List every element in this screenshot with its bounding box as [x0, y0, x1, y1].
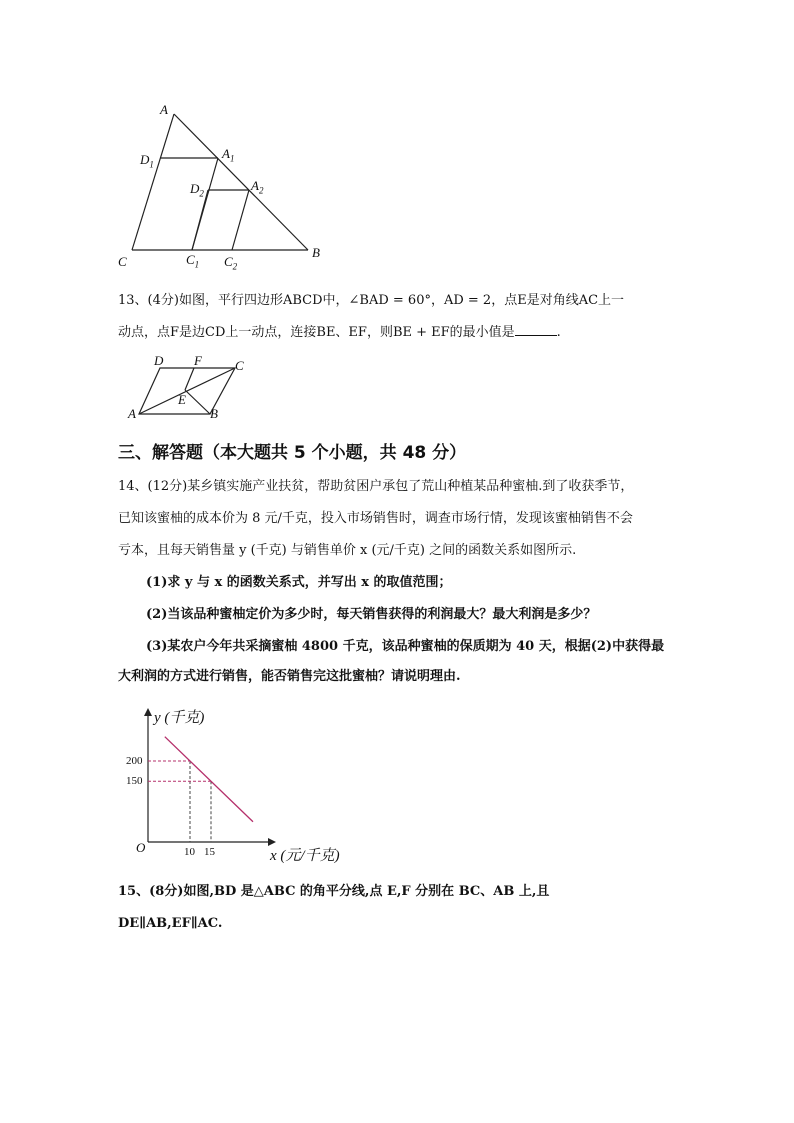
label-c: C: [235, 358, 244, 373]
label-c1: $C_1$: [186, 252, 200, 270]
label-d1: $D_1$: [140, 152, 154, 170]
q15-line-1: 15、(8分)如图,BD 是△ABC 的角平分线,点 E,F 分别在 BC、AB 上,且: [118, 884, 550, 899]
series-line: [165, 737, 253, 822]
q13-line-2-end: .: [556, 325, 561, 340]
q14-line-3: 亏本，且每天销售量 y (千克) 与销售单价 x (元/千克) 之间的函数关系如图所示.: [118, 543, 577, 558]
y-axis-label: y (千克): [154, 710, 205, 726]
label-a2: $A_2$: [251, 178, 264, 196]
q14-sub-3-line-2: 大利润的方式进行销售，能否销售完这批蜜柚？请说明理由.: [118, 669, 461, 684]
label-e: E: [178, 392, 186, 407]
q14-sub-1: (1)求 y 与 x 的函数关系式，并写出 x 的取值范围；: [146, 575, 452, 590]
label-f: F: [194, 353, 202, 368]
label-c: C: [118, 254, 127, 269]
section-title: 三、解答题（本大题共 5 个小题，共 48 分）: [118, 443, 467, 463]
q14-line-1: 14、(12分)某乡镇实施产业扶贫，帮助贫困户承包了荒山种植某品种蜜柚.到了收获季节，: [118, 479, 634, 494]
x-tick-15: 15: [204, 846, 215, 858]
label-d: D: [154, 353, 164, 368]
y-tick-150: 150: [126, 775, 143, 787]
q14-line-2: 已知该蜜柚的成本价为 8 元/千克，投入市场销售时，调查市场行情，发现该蜜柚销售不会: [118, 511, 633, 526]
q14-sub-3-line-1: (3)某农户今年共采摘蜜柚 4800 千克，该品种蜜柚的保质期为 40 天，根据(2)中获得最: [146, 639, 665, 654]
label-a: A: [160, 102, 168, 117]
label-d2: $D_2$: [190, 181, 204, 199]
q13-line-2-text: 动点，点F是边CD上一动点，连接BE、EF，则BE + EF的最小值是: [118, 325, 515, 340]
label-b: B: [312, 245, 320, 260]
y-tick-200: 200: [126, 755, 143, 767]
label-a1: $A_1$: [222, 146, 235, 164]
x-tick-10: 10: [184, 846, 195, 858]
origin-label: O: [136, 840, 146, 855]
y-axis-arrow: [144, 708, 152, 716]
x-axis-label: x (元/千克): [270, 848, 340, 864]
label-c2: $C_2$: [224, 254, 238, 272]
label-b: B: [210, 406, 218, 421]
q14-sub-2: (2)当该品种蜜柚定价为多少时，每天销售获得的利润最大？最大利润是多少？: [146, 607, 597, 622]
q15-line-2: DE∥AB,EF∥AC.: [118, 916, 223, 931]
label-a: A: [128, 406, 136, 421]
q13-line-1: 13、(4分)如图，平行四边形ABCD中，∠BAD = 60°，AD = 2，点E是对角线AC上一: [118, 293, 625, 308]
